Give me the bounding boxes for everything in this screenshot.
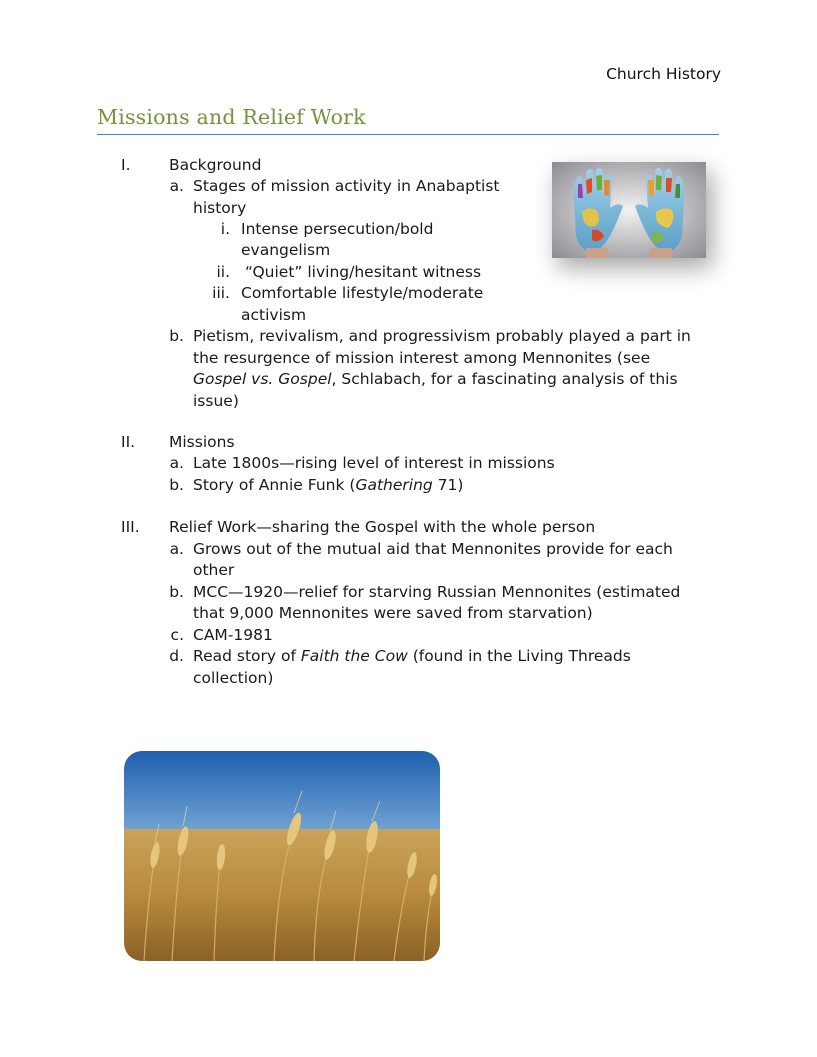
item-text: Grows out of the mutual aid that Mennonites provide for each: [193, 540, 673, 558]
item-text: CAM-1981: [193, 626, 273, 644]
item-text: Late 1800s—rising level of interest in missions: [193, 454, 555, 472]
item-text: evangelism: [241, 241, 331, 259]
item-text: other: [193, 561, 235, 579]
item-text: Read story of: [193, 647, 301, 665]
section-numeral: III.: [121, 518, 140, 536]
story-title: Faith the Cow: [300, 647, 408, 665]
item-letter: a.: [169, 454, 184, 472]
item-text: 71): [432, 476, 464, 494]
item-text: issue): [193, 392, 239, 410]
item-letter: d.: [169, 647, 184, 665]
page-title: Missions and Relief Work: [97, 105, 719, 135]
item-numeral: iii.: [212, 284, 230, 302]
item-letter: b.: [169, 327, 184, 345]
book-title: Gathering: [355, 476, 433, 494]
item-text: (found in the Living Threads: [407, 647, 631, 665]
item-text: collection): [193, 669, 274, 687]
item-text: Comfortable lifestyle/moderate: [241, 284, 484, 302]
section-heading: Missions: [169, 433, 235, 451]
running-head: Church History: [606, 65, 721, 83]
item-letter: a.: [169, 540, 184, 558]
item-text: MCC—1920—relief for starving Russian Mennonites (estimated: [193, 583, 681, 601]
item-letter: c.: [170, 626, 184, 644]
item-text: activism: [241, 306, 307, 324]
item-letter: b.: [169, 583, 184, 601]
item-text: Story of Annie Funk (: [193, 476, 356, 494]
book-title: Gospel vs. Gospel: [193, 370, 332, 388]
section-heading: Relief Work—sharing the Gospel with the whole person: [169, 518, 596, 536]
item-numeral: ii.: [216, 263, 230, 281]
item-text: history: [193, 199, 247, 217]
section-numeral: II.: [121, 433, 136, 451]
item-text: Pietism, revivalism, and progressivism probably played a part in: [193, 327, 691, 345]
item-text: Stages of mission activity in Anabaptist: [193, 177, 500, 195]
section-heading: Background: [169, 156, 262, 174]
hands-world-map-image: [552, 162, 706, 258]
item-text: the resurgence of mission interest among Mennonites (see: [193, 349, 651, 367]
item-text: Intense persecution/bold: [241, 220, 434, 238]
item-text: that 9,000 Mennonites were saved from starvation): [193, 604, 593, 622]
item-numeral: i.: [220, 220, 230, 238]
item-letter: b.: [169, 476, 184, 494]
wheat-field-image: [124, 751, 440, 961]
item-text: “Quiet” living/hesitant witness: [245, 263, 482, 281]
item-text: , Schlabach, for a fascinating analysis of this: [331, 370, 678, 388]
section-numeral: I.: [121, 156, 131, 174]
item-letter: a.: [169, 177, 184, 195]
